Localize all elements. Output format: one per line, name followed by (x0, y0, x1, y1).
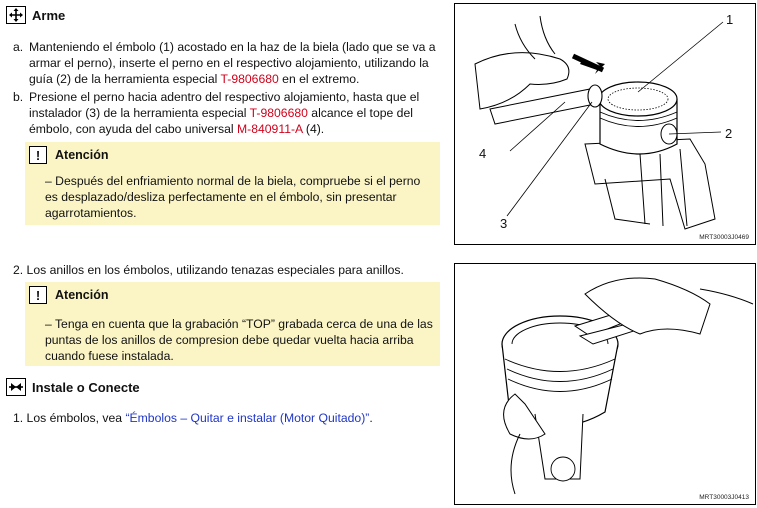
attention-title: ! Atención (29, 286, 108, 304)
assemble-icon (6, 6, 26, 24)
step-a (13, 39, 443, 87)
attention-box (25, 142, 440, 225)
figure-ring-pliers (454, 263, 756, 505)
attention-text: – Después del enfriamiento normal de la biela, compruebe si el perno es desplazado/desliza perfectamente en el émbolo, sin presentar agarrotamientos. (45, 174, 421, 220)
install-step-1: 1. Los émbolos, vea “Émbolos – Quitar e instalar (Motor Quitado)”. (13, 411, 373, 425)
step-b-text: Presione el perno hacia adentro del respectivo alojamiento, hasta que el instalador (3) de la herramienta especial T-9806680 alcance el tope del émbolo, con ayuda del cabo universal M-840911-A (4). (29, 90, 420, 136)
tool-code: T-9806680 (220, 72, 279, 86)
step-marker: a. (13, 40, 24, 54)
callout-4: 4 (479, 146, 487, 161)
attention-title: ! Atención (29, 146, 108, 164)
section-header-arme (6, 6, 65, 24)
callout-3: 3 (500, 216, 508, 231)
figure-caption: MRT30003J0413 (699, 494, 749, 501)
figure-piston-pin-install (454, 3, 756, 245)
callout-2: 2 (725, 126, 733, 141)
section-header-install (6, 378, 140, 396)
tool-code: T-9806680 (249, 106, 308, 120)
warning-icon: ! (29, 286, 47, 304)
attention-box (25, 282, 440, 366)
step-b (13, 89, 443, 137)
section-title: Instale o Conecte (32, 379, 140, 395)
warning-icon: ! (29, 146, 47, 164)
figure-caption: MRT30003J0469 (699, 234, 749, 241)
step-2: 2. Los anillos en los émbolos, utilizando tenazas especiales para anillos. (13, 263, 404, 277)
attention-text: – Tenga en cuenta que la grabación “TOP” grabada cerca de una de las puntas de los anillos de compresion debe quedar vuelta hacia arriba cuando fuese instalada. (45, 317, 433, 363)
universal-handle-code: M-840911-A (237, 122, 303, 136)
ring-pliers-illustration (455, 264, 755, 504)
pistons-procedure-link[interactable]: “Émbolos – Quitar e instalar (Motor Quitado)” (125, 411, 370, 425)
callout-1: 1 (726, 12, 734, 27)
section-title: Arme (32, 7, 66, 23)
connect-icon (6, 378, 26, 396)
step-a-text: Manteniendo el émbolo (1) acostado en la haz de la biela (lado que se va a armar el perno), inserte el perno en el respectivo alojamiento, utilizando la guía (2) de la herramienta especial T-9806680 en el extremo. (29, 40, 436, 86)
piston-pin-illustration (455, 4, 755, 244)
step-marker: b. (13, 90, 24, 104)
